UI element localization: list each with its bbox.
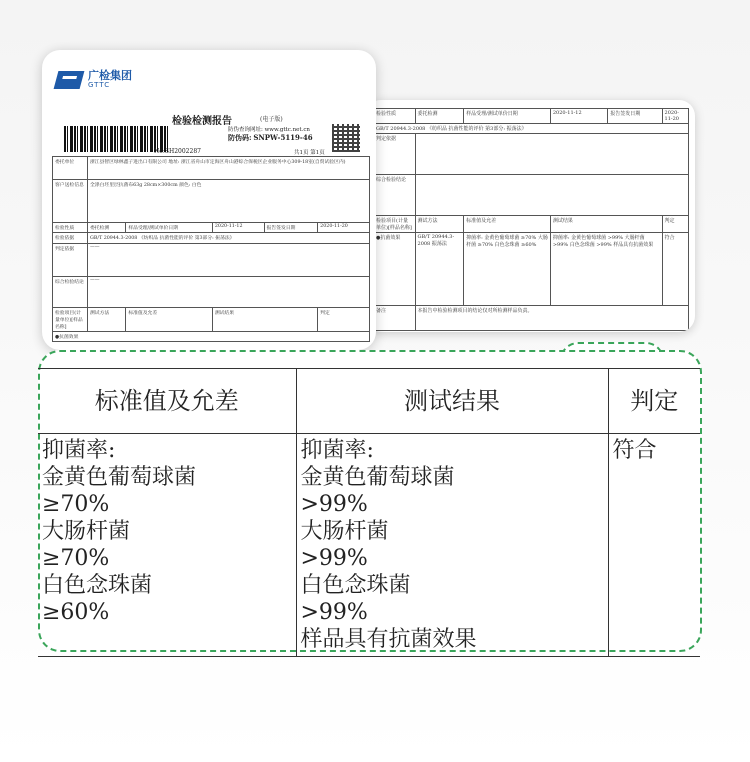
header-cell: 检验项目(计量单位)[样品名称] [53, 308, 88, 332]
back-cell: 本报告中检验检测项目的结论仅对所检测样品负责。 [415, 306, 688, 331]
result-line: >99% [300, 600, 368, 625]
back-cell: 判定 [662, 216, 688, 233]
row-label: 委托单位 [53, 157, 88, 180]
report-meta [228, 126, 313, 143]
result-line: 样品具有抗菌效果 [300, 627, 477, 652]
barcode [64, 126, 168, 152]
gttc-logo-icon [54, 71, 85, 89]
back-cell: 检验性质 [374, 109, 416, 124]
back-cell: 测试结果 [550, 216, 662, 233]
brand-name-cn: 广检集团 [88, 69, 132, 82]
back-cell: 判定依据 [374, 134, 416, 175]
back-cell: 样品受理/测试单价日期 [464, 109, 551, 124]
header-cell: 测试方法 [88, 308, 126, 332]
back-cell: 委托检测 [415, 109, 464, 124]
header-cell: 判定 [318, 308, 370, 332]
back-cell: ●抗菌效果 [374, 233, 416, 306]
back-report-table [373, 108, 689, 331]
header-cell: 标准值及允差 [126, 308, 213, 332]
standard-cell [38, 434, 296, 657]
back-cell: GB/T 20944.3-2008 《纺织品 抗菌性能的评价 第3部分: 振荡法》 [374, 124, 689, 134]
qr-code [332, 124, 360, 152]
report-page-front [42, 50, 376, 350]
row-label: 报告签发日期 [264, 223, 318, 233]
brand-name-en: GTTC [88, 81, 111, 89]
front-report-table [52, 156, 370, 342]
standard-line: 金黄色葡萄球菌 [42, 465, 197, 490]
row-label: 检验依据 [53, 233, 88, 244]
judgement-value: 符合 [612, 438, 657, 463]
header-standard: 标准值及允差 [38, 369, 296, 434]
row-value: ●抗菌效果 [53, 332, 370, 342]
report-edition: (电子版) [260, 116, 283, 123]
result-line: 白色念珠菌 [300, 573, 411, 598]
back-cell: GB/T 20944.3-2008 振荡法 [415, 233, 464, 306]
result-line: 大肠杆菌 [300, 519, 389, 544]
row-value: 浙江县智区绿林鑫子进出口有限公司 地址: 浙江省舟山市定海区舟山港综合保税区企业服务中心309-18室(自贸试验区内) [88, 157, 370, 180]
result-line: 抑菌率: [300, 438, 374, 463]
back-cell: 检验项目(计量单位)[样品名称] [374, 216, 416, 233]
back-cell: 符合 [662, 233, 688, 306]
back-cell: 2020-11-20 [662, 109, 688, 124]
row-label: 判定依据 [53, 244, 88, 277]
back-cell: 备注 [374, 306, 416, 331]
report-number: No:SH2002287 [154, 148, 201, 155]
standard-line: ≥70% [42, 492, 110, 517]
back-cell: 抑菌率: 金黄色葡萄球菌 >99% 大肠杆菌 >99% 白色念珠菌 >99% 样品具有抗菌效果 [550, 233, 662, 306]
row-value: 全涤白坯里层抗菌布63g 28cm×300cm 颜色: 白色 [88, 180, 370, 223]
row-value: —— [88, 277, 370, 308]
row-value: 委托检测 [88, 223, 126, 233]
row-label: 检验性质 [53, 223, 88, 233]
back-cell [415, 134, 688, 175]
standard-line: 抑菌率: [42, 438, 116, 463]
row-value: 2020-11-20 [318, 223, 370, 233]
result-line: 金黄色葡萄球菌 [300, 465, 455, 490]
back-cell: 测试方法 [415, 216, 464, 233]
page-number: 共1页 第1页 [294, 150, 325, 156]
back-cell: 2020-11-12 [550, 109, 607, 124]
query-site: 防伪查询网址: www.gttc.net.cn [228, 127, 310, 133]
result-table [38, 368, 700, 657]
standard-line: 白色念珠菌 [42, 573, 153, 598]
back-cell: 抑菌率: 金黄色葡萄球菌 ≥70% 大肠杆菌 ≥70% 白色念珠菌 ≥60% [464, 233, 551, 306]
back-cell: 综合检验结论 [374, 175, 416, 216]
header-cell: 测试结果 [212, 308, 317, 332]
report-page-back [365, 100, 695, 332]
header-result: 测试结果 [296, 369, 608, 434]
anti-fake-code: SNPW-5119-46 [253, 133, 313, 142]
back-cell: 报告签发日期 [608, 109, 662, 124]
result-line: >99% [300, 546, 368, 571]
standard-line: ≥60% [42, 600, 110, 625]
row-value: GB/T 20944.3-2008 《纺织品 抗菌性能的评价 第3部分: 振荡法》 [88, 233, 370, 244]
row-value: —— [88, 244, 370, 277]
result-cell [296, 434, 608, 657]
report-title: 检验检测报告 [172, 116, 232, 127]
row-label: 客户送检信息 [53, 180, 88, 223]
result-line: >99% [300, 492, 368, 517]
back-cell [415, 175, 688, 216]
row-label: 综合检验结论 [53, 277, 88, 308]
judgement-cell [608, 434, 700, 657]
anti-fake-label: 防伪码: [228, 133, 252, 142]
back-cell: 标准值及允差 [464, 216, 551, 233]
row-value: 2020-11-12 [212, 223, 264, 233]
header-judgement: 判定 [608, 369, 700, 434]
standard-line: 大肠杆菌 [42, 519, 131, 544]
standard-line: ≥70% [42, 546, 110, 571]
row-label: 样品受理/测试单价日期 [126, 223, 213, 233]
brand-logo [56, 70, 132, 89]
